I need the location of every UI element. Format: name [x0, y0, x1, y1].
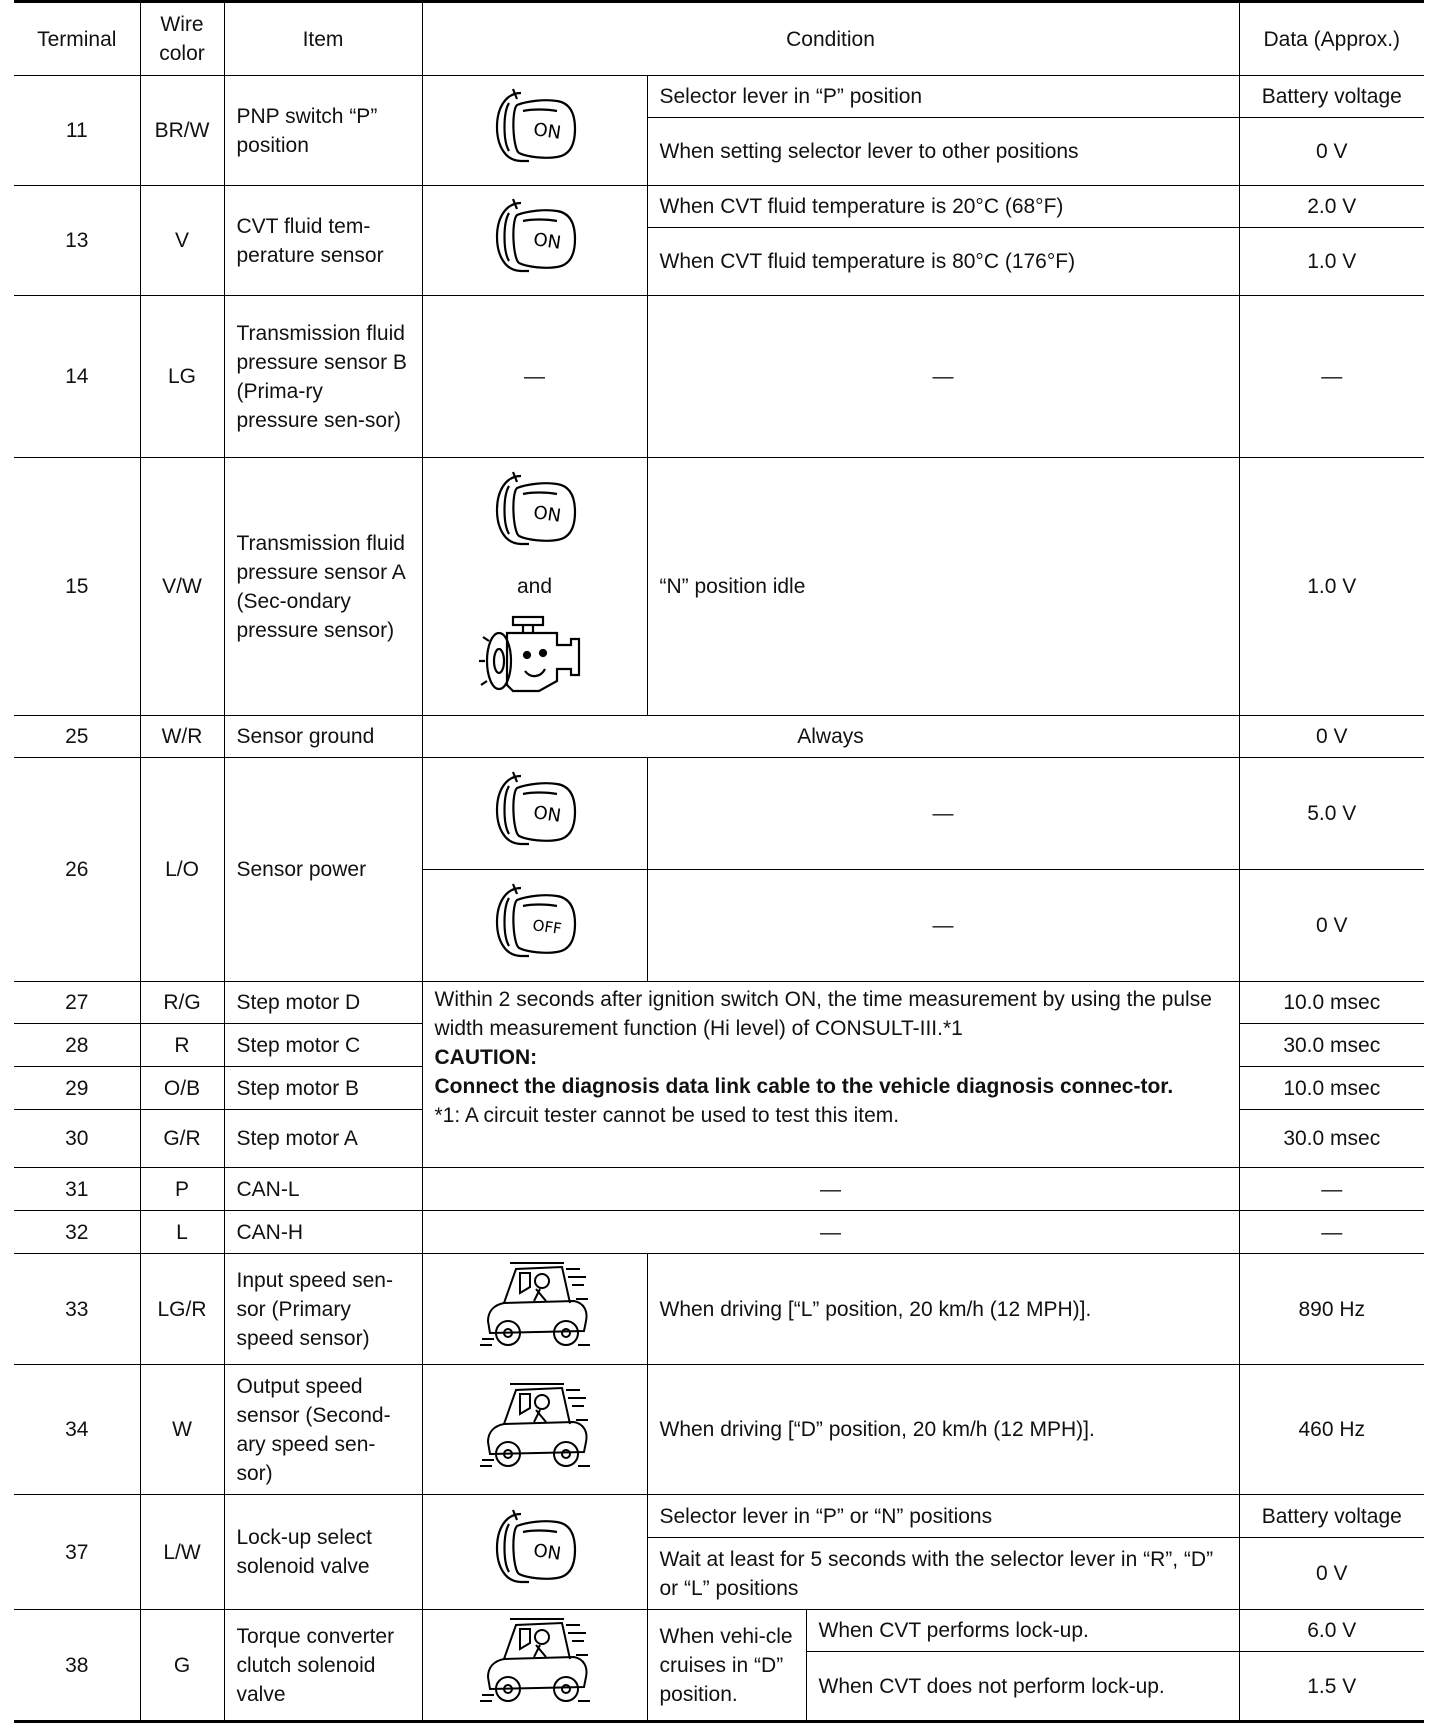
data-value: —: [1239, 1168, 1424, 1211]
condition-icon-cell: [422, 758, 647, 870]
terminal-reference-table: [14, 0, 1424, 1723]
ignition-key-on-icon: [487, 766, 583, 862]
wire-color: LG/R: [140, 1254, 224, 1365]
condition-text: Wait at least for 5 seconds with the selector lever in “R”, “D” or “L” positions: [647, 1538, 1239, 1610]
wire-color: LG: [140, 296, 224, 458]
ignition-key-on-icon: [487, 193, 583, 289]
item-name: Transmission fluid pressure sensor B (Prima-ry pressure sen-sor): [224, 296, 422, 458]
item-name: Output speed sensor (Second-ary speed sen-sor): [224, 1365, 422, 1495]
terminal-number: 14: [14, 296, 140, 458]
item-name: Sensor ground: [224, 716, 422, 758]
terminal-number: 33: [14, 1254, 140, 1365]
wire-color: O/B: [140, 1067, 224, 1110]
data-value: Battery voltage: [1239, 76, 1424, 118]
terminal-number: 13: [14, 186, 140, 296]
item-name: CAN-L: [224, 1168, 422, 1211]
data-value: 6.0 V: [1239, 1610, 1424, 1652]
data-value: 0 V: [1239, 118, 1424, 186]
terminal-number: 11: [14, 76, 140, 186]
data-value: 2.0 V: [1239, 186, 1424, 228]
condition-text: Selector lever in “P” or “N” positions: [647, 1495, 1239, 1538]
data-value: 10.0 msec: [1239, 982, 1424, 1024]
condition-text: —: [422, 1168, 1239, 1211]
item-name: Step motor D: [224, 982, 422, 1024]
item-name: Step motor C: [224, 1024, 422, 1067]
data-value: 5.0 V: [1239, 758, 1424, 870]
condition-icon-cell: [422, 186, 647, 296]
item-name: Input speed sen-sor (Primary speed sensor): [224, 1254, 422, 1365]
ignition-key-off-icon: [487, 878, 583, 974]
table-row: [14, 758, 1424, 870]
table-row: [14, 1365, 1424, 1495]
data-value: 890 Hz: [1239, 1254, 1424, 1365]
ignition-key-on-icon: [487, 83, 583, 179]
terminal-number: 34: [14, 1365, 140, 1495]
data-value: 0 V: [1239, 716, 1424, 758]
table-row: [14, 186, 1424, 228]
table-row: [14, 76, 1424, 118]
data-value: 460 Hz: [1239, 1365, 1424, 1495]
terminal-number: 37: [14, 1495, 140, 1610]
wire-color: BR/W: [140, 76, 224, 186]
wire-color: G/R: [140, 1110, 224, 1168]
item-name: CAN-H: [224, 1211, 422, 1254]
condition-text: —: [647, 758, 1239, 870]
svg-text:ON: ON: [531, 502, 562, 527]
condition-icon-cell: [422, 1254, 647, 1365]
item-name: Step motor A: [224, 1110, 422, 1168]
condition-text: When CVT fluid temperature is 20°C (68°F): [647, 186, 1239, 228]
vehicle-driving-icon: [480, 1615, 590, 1715]
wire-color: W: [140, 1365, 224, 1495]
item-name: Sensor power: [224, 758, 422, 982]
wire-color: W/R: [140, 716, 224, 758]
step-motor-condition: [422, 982, 1239, 1168]
condition-icon-cell: [422, 870, 647, 982]
data-value: 10.0 msec: [1239, 1067, 1424, 1110]
header-item: Item: [224, 2, 422, 76]
item-name: Lock-up select solenoid valve: [224, 1495, 422, 1610]
data-value: 1.0 V: [1239, 228, 1424, 296]
table-row: [14, 1610, 1424, 1652]
condition-text: —: [422, 1211, 1239, 1254]
data-value: 30.0 msec: [1239, 1024, 1424, 1067]
terminal-number: 32: [14, 1211, 140, 1254]
condition-text: Always: [422, 716, 1239, 758]
wire-color: V/W: [140, 458, 224, 716]
table-row: [14, 458, 1424, 716]
svg-text:ON: ON: [531, 801, 562, 827]
wire-color: R/G: [140, 982, 224, 1024]
header-wire-line2: color: [159, 42, 205, 65]
header-wire-color: [140, 2, 224, 76]
footnote: *1: A circuit tester cannot be used to test this item.: [434, 1104, 900, 1127]
ignition-key-on-icon: [487, 1504, 583, 1600]
condition-text: When vehi-cle cruises in “D” position.: [647, 1610, 806, 1722]
wire-color: L: [140, 1211, 224, 1254]
table-row: [14, 1254, 1424, 1365]
condition-icon-cell: [422, 1365, 647, 1495]
wire-color: P: [140, 1168, 224, 1211]
item-name: PNP switch “P” position: [224, 76, 422, 186]
terminal-number: 30: [14, 1110, 140, 1168]
header-row: [14, 2, 1424, 76]
engine-running-icon: [479, 611, 591, 707]
wire-color: V: [140, 186, 224, 296]
terminal-number: 27: [14, 982, 140, 1024]
caution-text: Connect the diagnosis data link cable to the vehicle diagnosis connec-tor.: [434, 1075, 1174, 1098]
condition-icon-cell: [422, 76, 647, 186]
terminal-number: 26: [14, 758, 140, 982]
condition-icon-cell: [422, 1610, 647, 1722]
condition-subtext: When CVT does not perform lock-up.: [806, 1652, 1239, 1722]
wire-color: G: [140, 1610, 224, 1722]
svg-text:ON: ON: [531, 228, 562, 254]
data-value: —: [1239, 296, 1424, 458]
condition-icon-cell: [422, 1495, 647, 1610]
item-name: CVT fluid tem-perature sensor: [224, 186, 422, 296]
svg-text:OFF: OFF: [530, 915, 563, 938]
table-row: [14, 1211, 1424, 1254]
svg-text:ON: ON: [531, 1540, 562, 1565]
data-value: 1.5 V: [1239, 1652, 1424, 1722]
vehicle-driving-icon: [480, 1259, 590, 1359]
ignition-key-on-icon: [487, 466, 583, 562]
wire-color: L/O: [140, 758, 224, 982]
condition-text: —: [647, 296, 1239, 458]
table-row: [14, 1168, 1424, 1211]
terminal-data-sheet: [14, 0, 1424, 1723]
terminal-number: 28: [14, 1024, 140, 1067]
condition-text: When CVT fluid temperature is 80°C (176°F): [647, 228, 1239, 296]
table-row: [14, 1495, 1424, 1538]
terminal-number: 31: [14, 1168, 140, 1211]
table-row: [14, 716, 1424, 758]
and-label: and: [516, 575, 553, 598]
condition-text: When setting selector lever to other positions: [647, 118, 1239, 186]
data-value: 30.0 msec: [1239, 1110, 1424, 1168]
table-row: [14, 296, 1424, 458]
table-row: [14, 982, 1424, 1024]
header-wire-line1: Wire: [160, 13, 204, 36]
item-name: Transmission fluid pressure sensor A (Sec-ondary pressure sensor): [224, 458, 422, 716]
data-value: 1.0 V: [1239, 458, 1424, 716]
header-condition: Condition: [422, 2, 1239, 76]
vehicle-driving-icon: [480, 1380, 590, 1480]
condition-text: When driving [“D” position, 20 km/h (12 MPH)].: [647, 1365, 1239, 1495]
condition-icon-cell: [422, 458, 647, 716]
data-value: —: [1239, 1211, 1424, 1254]
condition-icon-cell: —: [422, 296, 647, 458]
condition-text: “N” position idle: [647, 458, 1239, 716]
step-motor-note: Within 2 seconds after ignition switch ON, the time measurement by using the pulse width measurement function (Hi level) of CONSULT-III.*1: [434, 988, 1212, 1040]
condition-text: Selector lever in “P” position: [647, 76, 1239, 118]
caution-label: CAUTION:: [434, 1046, 538, 1069]
wire-color: L/W: [140, 1495, 224, 1610]
item-name: Step motor B: [224, 1067, 422, 1110]
header-data: Data (Approx.): [1239, 2, 1424, 76]
terminal-number: 38: [14, 1610, 140, 1722]
data-value: Battery voltage: [1239, 1495, 1424, 1538]
item-name: Torque converter clutch solenoid valve: [224, 1610, 422, 1722]
terminal-number: 25: [14, 716, 140, 758]
wire-color: R: [140, 1024, 224, 1067]
terminal-number: 15: [14, 458, 140, 716]
data-value: 0 V: [1239, 1538, 1424, 1610]
condition-subtext: When CVT performs lock-up.: [806, 1610, 1239, 1652]
header-terminal: Terminal: [14, 2, 140, 76]
condition-text: —: [647, 870, 1239, 982]
svg-text:ON: ON: [531, 118, 562, 144]
data-value: 0 V: [1239, 870, 1424, 982]
condition-text: When driving [“L” position, 20 km/h (12 MPH)].: [647, 1254, 1239, 1365]
terminal-number: 29: [14, 1067, 140, 1110]
